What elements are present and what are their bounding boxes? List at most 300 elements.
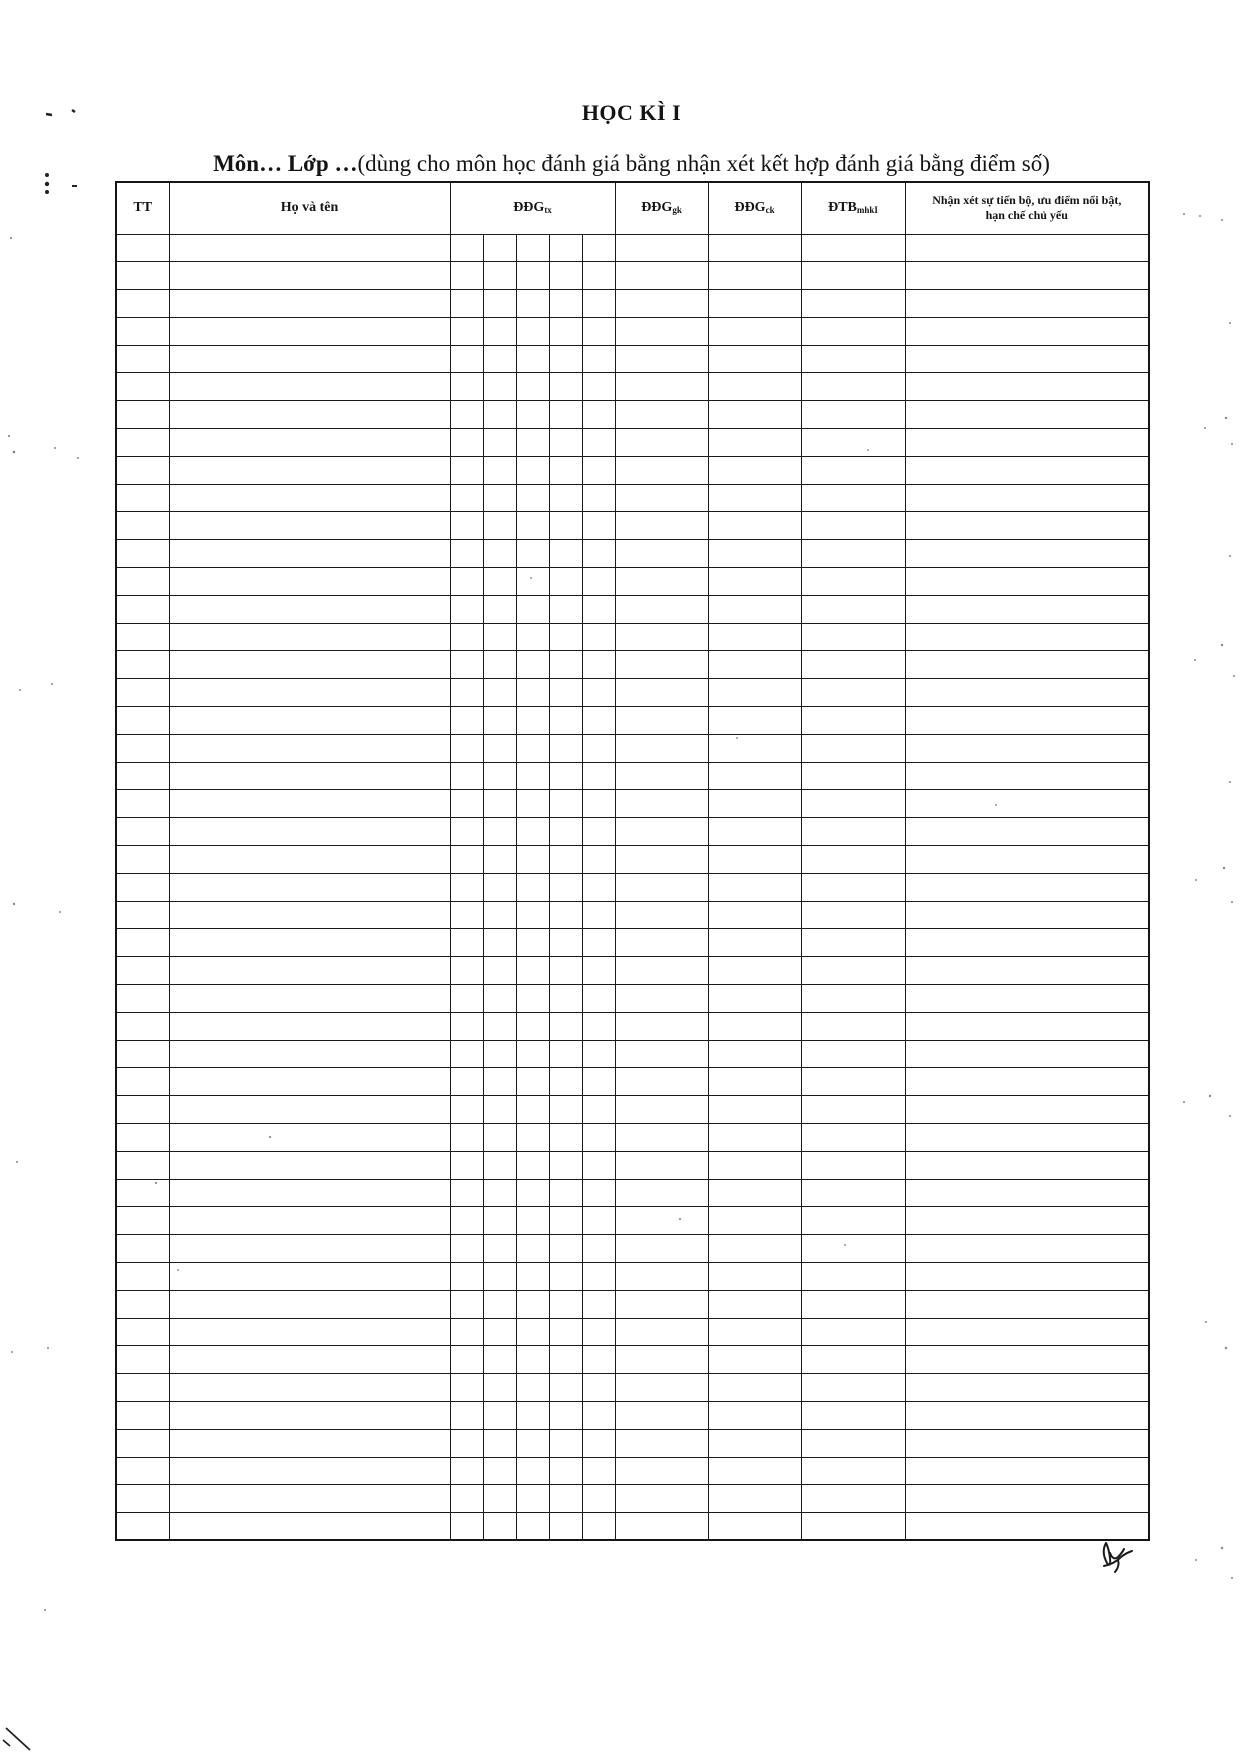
cell-ddg-ck: [708, 1151, 801, 1179]
cell-tt: [116, 568, 169, 596]
cell-ddg-gk: [615, 929, 708, 957]
scan-speck: [51, 683, 53, 685]
cell-ddg-ck: [708, 846, 801, 874]
cell-full-name: [169, 1124, 450, 1152]
cell-ddg-tx-4: [549, 401, 582, 429]
scan-speck: [11, 1351, 13, 1353]
cell-comment: [905, 1151, 1149, 1179]
header-ddg-ck-sub: ck: [765, 205, 775, 216]
cell-ddg-tx-2: [483, 846, 516, 874]
cell-ddg-tx-2: [483, 818, 516, 846]
cell-ddg-ck: [708, 734, 801, 762]
table-row: [116, 929, 1149, 957]
scan-speck: [8, 435, 10, 437]
cell-ddg-tx-1: [450, 1235, 483, 1263]
page-title: HỌC KÌ I: [581, 100, 682, 125]
cell-ddg-tx-5: [582, 1096, 615, 1124]
cell-tt: [116, 762, 169, 790]
cell-comment: [905, 512, 1149, 540]
cell-ddg-tx-4: [549, 985, 582, 1013]
cell-ddg-ck: [708, 1262, 801, 1290]
table-row: [116, 595, 1149, 623]
cell-ddg-ck: [708, 1429, 801, 1457]
cell-comment: [905, 1374, 1149, 1402]
scan-speck: [1231, 1577, 1233, 1579]
cell-dtb-mhk: [801, 484, 905, 512]
cell-comment: [905, 1179, 1149, 1207]
cell-tt: [116, 1346, 169, 1374]
cell-ddg-tx-5: [582, 1068, 615, 1096]
cell-ddg-tx-1: [450, 1485, 483, 1513]
cell-dtb-mhk: [801, 568, 905, 596]
cell-ddg-ck: [708, 1374, 801, 1402]
cell-ddg-ck: [708, 707, 801, 735]
cell-comment: [905, 401, 1149, 429]
cell-tt: [116, 429, 169, 457]
cell-ddg-tx-5: [582, 985, 615, 1013]
cell-ddg-tx-1: [450, 345, 483, 373]
cell-ddg-ck: [708, 401, 801, 429]
cell-tt: [116, 1513, 169, 1541]
cell-ddg-tx-3: [516, 1290, 549, 1318]
cell-ddg-gk: [615, 540, 708, 568]
cell-ddg-tx-4: [549, 1235, 582, 1263]
scan-speck: [1221, 1547, 1223, 1549]
cell-ddg-gk: [615, 484, 708, 512]
scan-speck: [1209, 1095, 1211, 1097]
cell-dtb-mhk: [801, 1179, 905, 1207]
cell-ddg-tx-4: [549, 1124, 582, 1152]
cell-tt: [116, 262, 169, 290]
cell-ddg-tx-2: [483, 317, 516, 345]
cell-full-name: [169, 1179, 450, 1207]
table-row: [116, 1429, 1149, 1457]
scan-speck: [13, 903, 15, 905]
cell-ddg-gk: [615, 512, 708, 540]
cell-ddg-tx-3: [516, 456, 549, 484]
cell-ddg-tx-2: [483, 901, 516, 929]
header-tt: TT: [116, 182, 169, 234]
cell-dtb-mhk: [801, 1346, 905, 1374]
cell-dtb-mhk: [801, 429, 905, 457]
cell-ddg-gk: [615, 846, 708, 874]
cell-ddg-tx-5: [582, 290, 615, 318]
scan-speck: [72, 110, 75, 112]
cell-ddg-tx-3: [516, 985, 549, 1013]
cell-ddg-ck: [708, 1346, 801, 1374]
cell-ddg-tx-2: [483, 540, 516, 568]
cell-ddg-tx-3: [516, 290, 549, 318]
cell-comment: [905, 790, 1149, 818]
cell-comment: [905, 1068, 1149, 1096]
cell-ddg-tx-5: [582, 1346, 615, 1374]
scan-speck: [1231, 901, 1233, 903]
cell-full-name: [169, 901, 450, 929]
cell-full-name: [169, 1485, 450, 1513]
cell-ddg-ck: [708, 234, 801, 262]
cell-ddg-tx-3: [516, 373, 549, 401]
cell-ddg-gk: [615, 290, 708, 318]
cell-ddg-tx-5: [582, 568, 615, 596]
cell-comment: [905, 540, 1149, 568]
table-row: [116, 290, 1149, 318]
cell-ddg-tx-5: [582, 1124, 615, 1152]
cell-full-name: [169, 985, 450, 1013]
cell-ddg-tx-2: [483, 1290, 516, 1318]
cell-ddg-tx-5: [582, 512, 615, 540]
cell-ddg-tx-4: [549, 456, 582, 484]
cell-comment: [905, 679, 1149, 707]
scan-speck: [1225, 417, 1227, 419]
table-row: [116, 901, 1149, 929]
table-row: [116, 1318, 1149, 1346]
header-ddg-tx: [450, 182, 615, 234]
cell-tt: [116, 1207, 169, 1235]
cell-ddg-tx-3: [516, 846, 549, 874]
cell-ddg-tx-5: [582, 734, 615, 762]
cell-ddg-tx-4: [549, 595, 582, 623]
cell-full-name: [169, 234, 450, 262]
cell-dtb-mhk: [801, 1151, 905, 1179]
cell-ddg-tx-3: [516, 595, 549, 623]
cell-ddg-tx-3: [516, 540, 549, 568]
cell-ddg-gk: [615, 401, 708, 429]
cell-ddg-gk: [615, 1179, 708, 1207]
cell-full-name: [169, 1457, 450, 1485]
cell-ddg-gk: [615, 1040, 708, 1068]
cell-ddg-tx-2: [483, 290, 516, 318]
cell-ddg-gk: [615, 373, 708, 401]
cell-ddg-ck: [708, 345, 801, 373]
cell-tt: [116, 1457, 169, 1485]
scan-speck: [1229, 781, 1231, 783]
scan-speck: [10, 237, 12, 239]
cell-ddg-ck: [708, 929, 801, 957]
cell-ddg-tx-4: [549, 373, 582, 401]
cell-comment: [905, 456, 1149, 484]
cell-ddg-gk: [615, 1235, 708, 1263]
cell-dtb-mhk: [801, 707, 905, 735]
cell-ddg-tx-1: [450, 957, 483, 985]
cell-ddg-tx-2: [483, 1207, 516, 1235]
cell-comment: [905, 345, 1149, 373]
cell-ddg-tx-4: [549, 1513, 582, 1541]
cell-ddg-tx-2: [483, 1040, 516, 1068]
table-row: [116, 484, 1149, 512]
cell-ddg-tx-4: [549, 846, 582, 874]
table-row: [116, 1040, 1149, 1068]
cell-tt: [116, 1401, 169, 1429]
cell-ddg-tx-2: [483, 1429, 516, 1457]
table-row: [116, 234, 1149, 262]
scan-speck: [1231, 443, 1233, 445]
cell-ddg-tx-2: [483, 484, 516, 512]
cell-ddg-tx-4: [549, 762, 582, 790]
scan-speck: [16, 1161, 18, 1163]
cell-ddg-tx-4: [549, 1262, 582, 1290]
cell-ddg-tx-5: [582, 1040, 615, 1068]
cell-tt: [116, 595, 169, 623]
cell-ddg-tx-5: [582, 540, 615, 568]
cell-ddg-tx-1: [450, 929, 483, 957]
cell-ddg-ck: [708, 1124, 801, 1152]
cell-dtb-mhk: [801, 1262, 905, 1290]
cell-ddg-tx-1: [450, 846, 483, 874]
cell-ddg-tx-2: [483, 1012, 516, 1040]
cell-ddg-gk: [615, 651, 708, 679]
cell-full-name: [169, 1374, 450, 1402]
table-row: [116, 317, 1149, 345]
cell-dtb-mhk: [801, 317, 905, 345]
cell-ddg-tx-1: [450, 1207, 483, 1235]
cell-tt: [116, 679, 169, 707]
table-row: [116, 1151, 1149, 1179]
table-row: [116, 707, 1149, 735]
cell-ddg-tx-2: [483, 651, 516, 679]
cell-ddg-tx-5: [582, 1235, 615, 1263]
cell-ddg-tx-4: [549, 679, 582, 707]
cell-ddg-tx-2: [483, 1485, 516, 1513]
cell-ddg-ck: [708, 1012, 801, 1040]
cell-tt: [116, 484, 169, 512]
cell-ddg-tx-5: [582, 957, 615, 985]
cell-comment: [905, 651, 1149, 679]
cell-ddg-tx-1: [450, 1457, 483, 1485]
cell-dtb-mhk: [801, 373, 905, 401]
cell-ddg-tx-1: [450, 1068, 483, 1096]
table-row: [116, 1235, 1149, 1263]
cell-full-name: [169, 651, 450, 679]
cell-ddg-tx-4: [549, 957, 582, 985]
cell-ddg-tx-1: [450, 734, 483, 762]
cell-full-name: [169, 1235, 450, 1263]
cell-ddg-tx-2: [483, 790, 516, 818]
table-row: [116, 568, 1149, 596]
cell-ddg-ck: [708, 373, 801, 401]
cell-full-name: [169, 623, 450, 651]
cell-ddg-tx-1: [450, 290, 483, 318]
cell-ddg-gk: [615, 1513, 708, 1541]
cell-ddg-tx-3: [516, 1318, 549, 1346]
cell-comment: [905, 1124, 1149, 1152]
cell-tt: [116, 818, 169, 846]
cell-ddg-ck: [708, 1401, 801, 1429]
cell-ddg-ck: [708, 790, 801, 818]
header-ddg-ck-main: ĐĐG: [734, 200, 766, 216]
cell-ddg-tx-5: [582, 1207, 615, 1235]
cell-ddg-tx-4: [549, 873, 582, 901]
cell-ddg-ck: [708, 623, 801, 651]
cell-ddg-tx-1: [450, 1513, 483, 1541]
cell-tt: [116, 290, 169, 318]
scan-speck: [13, 451, 15, 453]
cell-full-name: [169, 1151, 450, 1179]
scan-speck: [77, 457, 79, 459]
cell-comment: [905, 1012, 1149, 1040]
table-row: [116, 1207, 1149, 1235]
cell-ddg-ck: [708, 1040, 801, 1068]
cell-ddg-ck: [708, 512, 801, 540]
cell-ddg-tx-3: [516, 734, 549, 762]
cell-comment: [905, 846, 1149, 874]
cell-ddg-tx-4: [549, 317, 582, 345]
cell-ddg-tx-4: [549, 234, 582, 262]
cell-ddg-tx-5: [582, 846, 615, 874]
cell-ddg-tx-3: [516, 1040, 549, 1068]
cell-ddg-gk: [615, 762, 708, 790]
table-row: [116, 1485, 1149, 1513]
cell-comment: [905, 595, 1149, 623]
cell-ddg-gk: [615, 1262, 708, 1290]
cell-comment: [905, 734, 1149, 762]
header-full-name: Họ và tên: [169, 182, 450, 234]
table-row: [116, 846, 1149, 874]
cell-ddg-tx-5: [582, 901, 615, 929]
cell-ddg-tx-2: [483, 985, 516, 1013]
cell-ddg-gk: [615, 317, 708, 345]
cell-ddg-tx-1: [450, 1012, 483, 1040]
cell-ddg-tx-1: [450, 707, 483, 735]
cell-ddg-tx-4: [549, 262, 582, 290]
cell-ddg-tx-4: [549, 1179, 582, 1207]
table-body: [116, 234, 1149, 1540]
cell-full-name: [169, 1207, 450, 1235]
cell-tt: [116, 456, 169, 484]
cell-ddg-ck: [708, 679, 801, 707]
cell-ddg-tx-4: [549, 1346, 582, 1374]
cell-comment: [905, 568, 1149, 596]
cell-ddg-tx-5: [582, 790, 615, 818]
cell-ddg-tx-2: [483, 429, 516, 457]
scan-speck: [45, 182, 49, 186]
cell-ddg-tx-4: [549, 1151, 582, 1179]
cell-ddg-tx-5: [582, 1513, 615, 1541]
cell-ddg-tx-3: [516, 1124, 549, 1152]
cell-ddg-tx-5: [582, 1151, 615, 1179]
cell-ddg-gk: [615, 1401, 708, 1429]
cell-tt: [116, 234, 169, 262]
table-row: [116, 873, 1149, 901]
cell-ddg-tx-2: [483, 1068, 516, 1096]
cell-ddg-tx-4: [549, 1429, 582, 1457]
cell-dtb-mhk: [801, 262, 905, 290]
cell-comment: [905, 1318, 1149, 1346]
scan-speck: [44, 1609, 46, 1611]
cell-ddg-tx-3: [516, 873, 549, 901]
cell-comment: [905, 1290, 1149, 1318]
cell-tt: [116, 1318, 169, 1346]
cell-ddg-tx-3: [516, 707, 549, 735]
cell-ddg-tx-2: [483, 957, 516, 985]
scan-speck: [1199, 215, 1201, 217]
header-ddg-tx-main: ĐĐG: [513, 200, 545, 216]
cell-full-name: [169, 484, 450, 512]
cell-tt: [116, 1179, 169, 1207]
cell-ddg-tx-2: [483, 1457, 516, 1485]
cell-ddg-tx-3: [516, 1012, 549, 1040]
cell-ddg-ck: [708, 1485, 801, 1513]
cell-ddg-tx-2: [483, 1513, 516, 1541]
table-header: [116, 182, 1149, 234]
cell-dtb-mhk: [801, 401, 905, 429]
cell-ddg-tx-1: [450, 873, 483, 901]
cell-ddg-tx-2: [483, 762, 516, 790]
cell-dtb-mhk: [801, 512, 905, 540]
cell-ddg-tx-1: [450, 985, 483, 1013]
cell-ddg-tx-4: [549, 929, 582, 957]
cell-ddg-ck: [708, 1318, 801, 1346]
cell-ddg-tx-3: [516, 1346, 549, 1374]
cell-full-name: [169, 873, 450, 901]
cell-ddg-gk: [615, 679, 708, 707]
cell-full-name: [169, 1012, 450, 1040]
cell-ddg-tx-1: [450, 401, 483, 429]
cell-dtb-mhk: [801, 901, 905, 929]
cell-ddg-gk: [615, 1096, 708, 1124]
scan-speck: [1225, 1347, 1227, 1349]
cell-ddg-tx-1: [450, 1262, 483, 1290]
cell-ddg-tx-2: [483, 512, 516, 540]
cell-ddg-tx-2: [483, 1318, 516, 1346]
cell-ddg-tx-5: [582, 1457, 615, 1485]
cell-ddg-tx-4: [549, 1401, 582, 1429]
cell-full-name: [169, 1040, 450, 1068]
cell-dtb-mhk: [801, 790, 905, 818]
cell-ddg-gk: [615, 1290, 708, 1318]
cell-dtb-mhk: [801, 1429, 905, 1457]
cell-ddg-gk: [615, 429, 708, 457]
scan-speck: [46, 114, 52, 115]
cell-ddg-tx-5: [582, 762, 615, 790]
cell-ddg-tx-2: [483, 1151, 516, 1179]
cell-ddg-tx-2: [483, 1374, 516, 1402]
cell-ddg-tx-1: [450, 1346, 483, 1374]
cell-dtb-mhk: [801, 1290, 905, 1318]
cell-dtb-mhk: [801, 456, 905, 484]
cell-ddg-tx-2: [483, 595, 516, 623]
cell-ddg-tx-3: [516, 512, 549, 540]
cell-ddg-tx-1: [450, 540, 483, 568]
cell-ddg-tx-5: [582, 623, 615, 651]
scan-speck: [19, 689, 21, 691]
table-row: [116, 1401, 1149, 1429]
cell-ddg-ck: [708, 957, 801, 985]
cell-full-name: [169, 373, 450, 401]
cell-ddg-tx-2: [483, 262, 516, 290]
cell-ddg-tx-4: [549, 707, 582, 735]
cell-tt: [116, 401, 169, 429]
cell-ddg-tx-4: [549, 790, 582, 818]
cell-ddg-tx-3: [516, 1401, 549, 1429]
cell-ddg-tx-3: [516, 762, 549, 790]
cell-ddg-tx-3: [516, 1179, 549, 1207]
cell-dtb-mhk: [801, 679, 905, 707]
header-dtb-mhk-sub: mhkI: [856, 205, 878, 216]
cell-full-name: [169, 1290, 450, 1318]
cell-dtb-mhk: [801, 623, 905, 651]
cell-ddg-tx-5: [582, 262, 615, 290]
cell-ddg-tx-3: [516, 484, 549, 512]
cell-tt: [116, 707, 169, 735]
cell-ddg-ck: [708, 762, 801, 790]
cell-ddg-gk: [615, 1318, 708, 1346]
table-row: [116, 1096, 1149, 1124]
cell-full-name: [169, 1096, 450, 1124]
cell-comment: [905, 873, 1149, 901]
cell-ddg-ck: [708, 1179, 801, 1207]
cell-ddg-gk: [615, 790, 708, 818]
cell-dtb-mhk: [801, 957, 905, 985]
